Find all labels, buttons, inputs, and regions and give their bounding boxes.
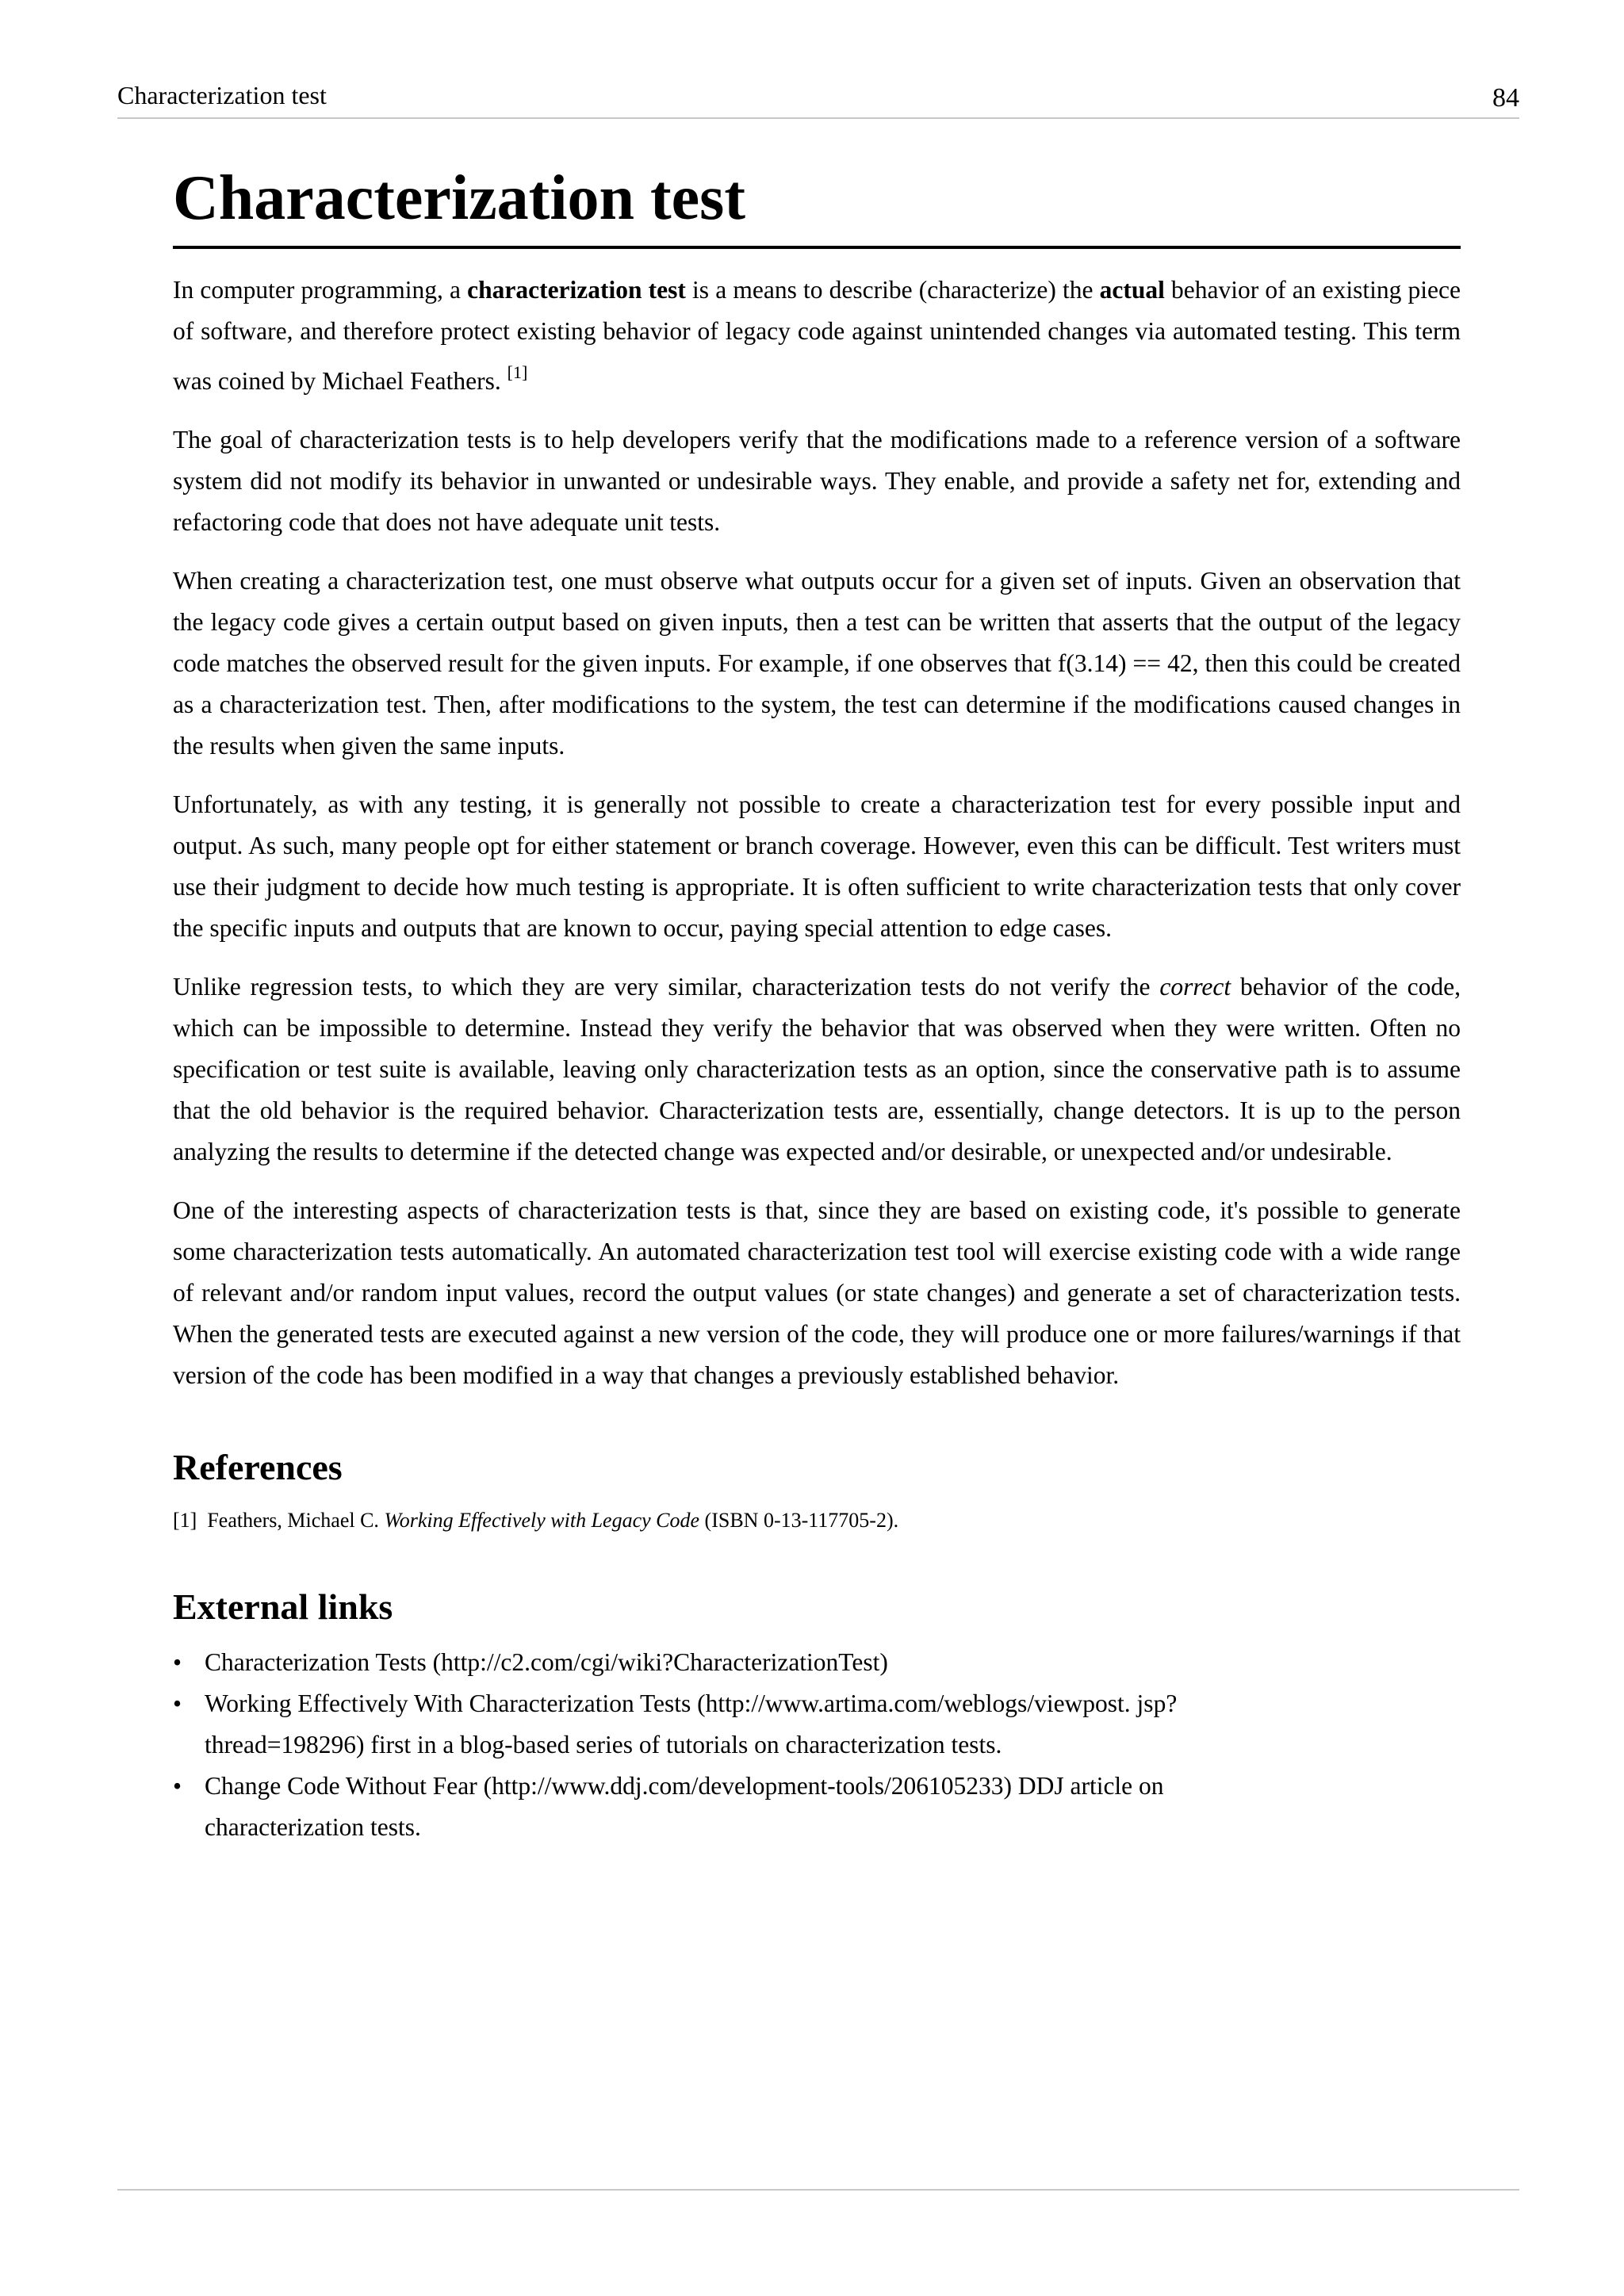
citation-link-1[interactable]: [1] [507, 362, 528, 382]
external-link-item [173, 1766, 1299, 1848]
reference-isbn[interactable]: (ISBN 0-13-117705-2). [699, 1509, 899, 1532]
external-link-change-code-without-fear[interactable]: Change Code Without Fear (http://www.ddj.com/development-tools/206105233) DDJ article on characterization tests. [205, 1772, 1164, 1841]
bullet-icon: • [173, 1689, 182, 1717]
regression-text-1: Unlike regression tests, to which they are very similar, characterization tests do not verify the [173, 973, 1160, 1001]
intro-text-2: is a means to describe (characterize) the [685, 276, 1100, 304]
references-heading: References [173, 1447, 343, 1487]
intro-text-1: In computer programming, a [173, 276, 468, 304]
running-header [117, 79, 1519, 119]
creation-paragraph: When creating a characterization test, one must observe what outputs occur for a given set of inputs. Given an observation that the legacy code gives a certain output based on given inputs, then a test can be written that asserts that the output of the legacy code matches the observed result for the given inputs. For example, if one observes that f(3.14) == 42, then this could be created as a characterization test. Then, after modifications to the system, the test can determine if the modifications caused changes in the results when given the same inputs. [173, 567, 1461, 760]
intro-text-3: behavior of an existing piece of software, and therefore protect existing behavior of legacy code against unintended changes via automated testing. This term was coined by Michael Feathers. [173, 276, 1461, 395]
term-characterization-test: characterization test [467, 276, 686, 304]
external-link-characterization-tests[interactable]: Characterization Tests (http://c2.com/cgi/wiki?CharacterizationTest) [205, 1648, 888, 1676]
automation-paragraph: One of the interesting aspects of characterization tests is that, since they are based on existing code, it's possible to generate some characterization tests automatically. An automated characterization test tool will exercise existing code with a wide range of relevant and/or random input values, record the output values (or state changes) and generate a set of characterization tests. When the generated tests are executed against a new version of the code, they will produce one or more failures/warnings if that version of the code has been modified in a way that changes a previously established behavior. [173, 1196, 1461, 1389]
article-title: Characterization test [173, 159, 1461, 249]
external-links-heading: External links [173, 1586, 393, 1627]
intro-paragraph [173, 270, 1461, 402]
running-header-title: Characterization test [117, 81, 327, 109]
references-list [173, 1506, 1461, 1536]
regression-text-2: behavior of the code, which can be impossible to determine. Instead they verify the behavior that was observed when they were written. Often no specification or test suite is available, leaving only characterization tests as an option, since the conservative path is to assume that the old behavior is the required behavior. Characterization tests are, essentially, change detectors. It is up to the person analyzing the results to determine if the detected change was expected and/or desirable, or unexpected and/or undesirable. [173, 973, 1461, 1165]
reference-item [173, 1506, 1461, 1536]
reference-marker[interactable]: [1] [173, 1509, 197, 1532]
external-link-item [173, 1683, 1299, 1766]
external-link-item [173, 1642, 1299, 1683]
page-number: 84 [1492, 83, 1519, 113]
term-actual: actual [1099, 276, 1165, 304]
bullet-icon: • [173, 1772, 182, 1800]
term-correct: correct [1159, 973, 1231, 1001]
regression-comparison-paragraph [173, 966, 1461, 1173]
limitations-paragraph: Unfortunately, as with any testing, it is generally not possible to create a characterization test for every possible input and output. As such, many people opt for either statement or branch coverage. However, even this can be difficult. Test writers must use their judgment to decide how much testing is appropriate. It is often sufficient to write characterization tests that only cover the specific inputs and outputs that are known to occur, paying special attention to edge cases. [173, 790, 1461, 942]
bullet-icon: • [173, 1648, 182, 1676]
article-content [173, 159, 1461, 1848]
reference-work-title: Working Effectively with Legacy Code [384, 1509, 700, 1532]
page-footer-rule [117, 2189, 1519, 2191]
external-link-working-effectively[interactable]: Working Effectively With Characterization Tests (http://www.artima.com/weblogs/viewpost. jsp?thread=198296) first in a blog-based series of tutorials on characterization tests. [205, 1689, 1178, 1758]
external-links-list [173, 1642, 1299, 1848]
reference-author: Feathers, Michael C. [207, 1509, 385, 1532]
goal-paragraph: The goal of characterization tests is to help developers verify that the modifications made to a reference version of a software system did not modify its behavior in unwanted or undesirable ways. They enable, and provide a safety net for, extending and refactoring code that does not have adequate unit tests. [173, 426, 1461, 536]
